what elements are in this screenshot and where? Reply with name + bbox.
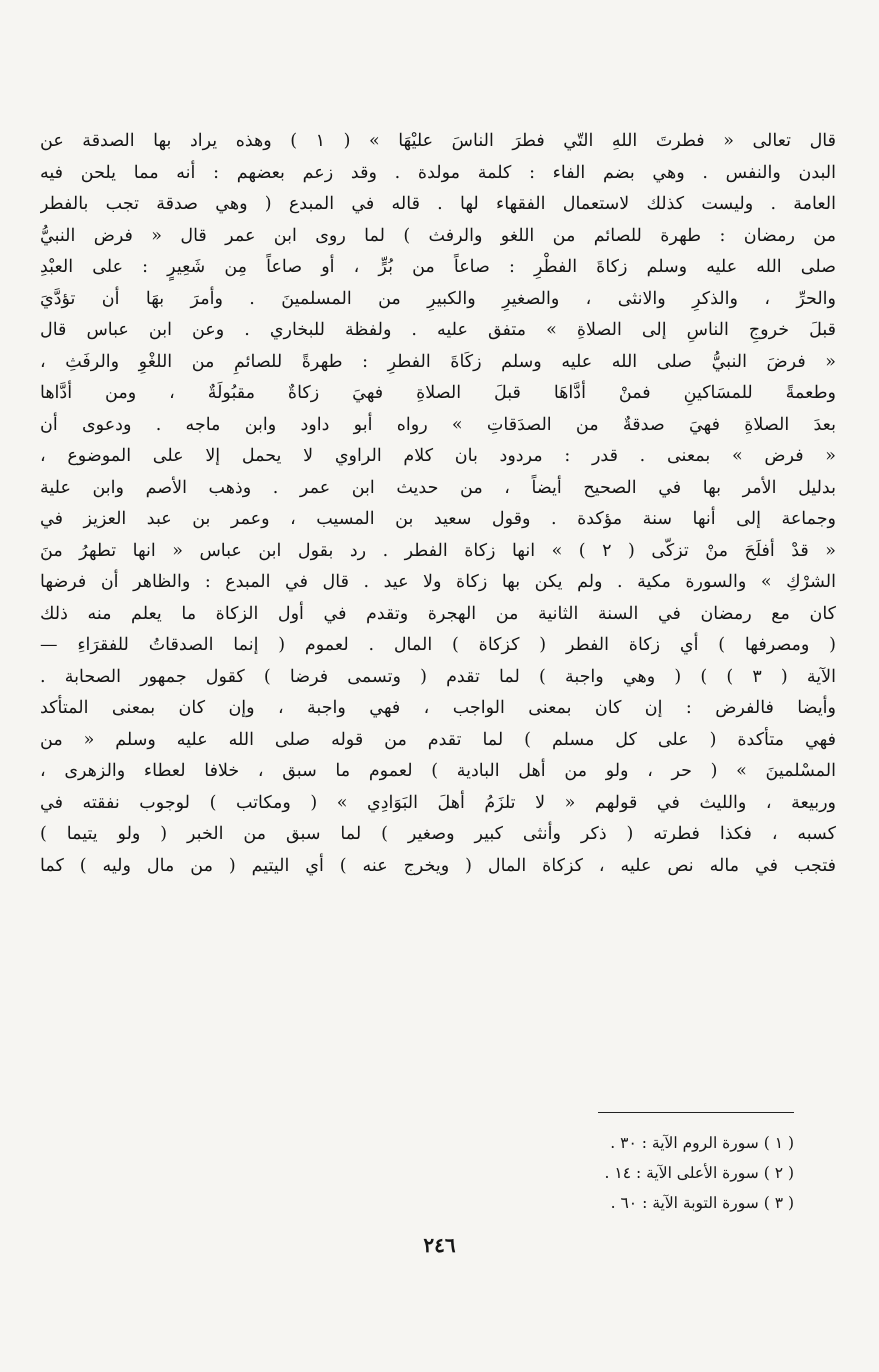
text-line: الآية ( ٣ ) ) ( وهي واجبة ) لما تقدم ( وتسمى فرضا ) كقول جمهور الصحابة . [40,666,836,687]
footnotes [440,1128,794,1218]
text-line: وجماعة إلى أنها سنة مؤكدة . وقول سعيد بن المسيب ، وعمر بن عبد العزيز في [40,509,836,529]
text-line: بعدَ الصلاةِ فهيَ صدقةٌ من الصدَقاتِ » رواه أبو داود وابن ماجه . ودعوى أن [40,414,836,435]
footnote-separator [598,1112,794,1113]
text-line: وربيعة ، والليث في قولهم « لا تلزَمُ أهلَ البَوَادِي » ( ومكاتب ) لوجوب نفقته في [40,792,836,813]
text-line: من رمضان : طهرة للصائم من اللغو والرفث ) لما روى ابن عمر قال « فرض النبيُّ [40,225,836,246]
text-line: فتجب في ماله نص عليه ، كزكاة المال ( ويخرج عنه ) أي اليتيم ( من مال وليه ) كما [40,855,836,876]
text-line: بدليل الأمر بها في الصحيح أيضاً ، من حديث ابن عمر . وذهب الأصم وابن علية [40,477,836,498]
page-number: ٢٤٦ [423,1233,456,1257]
footnote: ( ٢ ) سورة الأعلى الآية : ١٤ . [604,1164,794,1182]
text-line: العامة . وليست كذلك لاستعمال الفقهاء لها . قاله في المبدع ( وهي صدقة تجب بالفطر [40,194,836,214]
text-line: كان مع رمضان في السنة الثانية من الهجرة وتقدم في أول الزكاة ما يعلم منه ذلك [40,603,836,624]
text-line: « فرض » بمعنى . قدر : مردود بان كلام الراوي لا يحمل إلا على الموضوع ، [40,446,836,466]
text-line: كسبه ، فكذا فطرته ( ذكر وأنثى كبير وصغير ) لما سبق من الخبر ( ولو يتيما ) [40,824,836,844]
text-line: المسْلمينَ » ( حر ، ولو من أهل البادية ) لعموم ما سبق ، خلافا لعطاء والزهرى ، [40,761,836,781]
text-line: « قدْ أفلَحَ منْ تزكّى ( ٢ ) » انها زكاة الفطر . رد بقول ابن عباس « انها تطهرُ منَ [40,540,836,561]
main-text [40,126,836,882]
footnote: ( ٣ ) سورة التوبة الآية : ٦٠ . [610,1194,794,1212]
text-line: والحرِّ ، والذكرِ والانثى ، والصغيرِ والكبيرِ من المسلمينَ . وأمرَ بهَا أن تؤدَّيَ [40,288,836,309]
text-line: قال تعالى « فطرتَ اللهِ التّي فطرَ الناسَ عليْهَا » ( ١ ) وهذه يراد بها الصدقة عن [40,131,836,151]
text-line: صلى الله عليه وسلم زكاةَ الفطْرِ : صاعاً من بُرٍّ ، أو صاعاً مِن شَعِيرٍ : على العبْدِ [40,257,836,277]
text-line: وأيضا فالفرض : إن كان بمعنى الواجب ، فهي واجبة ، وإن كان بمعنى المتأكد [40,698,836,718]
footnote: ( ١ ) سورة الروم الآية : ٣٠ . [610,1134,794,1152]
text-line: وطعمةً للمسَاكينِ فمنْ أدَّاهَا قبلَ الصلاةِ فهيَ زكاةٌ مقبُولَةٌ ، ومن أدَّاها [40,383,836,403]
text-line: البدن والنفس . وهي بضم الفاء : كلمة مولدة . وقد زعم بعضهم : أنه مما يلحن فيه [40,162,836,183]
text-line: « فرضَ النبيُّ صلى الله عليه وسلم زكَاةَ الفطرِ : طهرةً للصائمِ من اللغْوِ والرفَثِ ، [40,351,836,372]
text-line: ( ومصرفها ) أي زكاة الفطر ( كزكاة ) المال . لعموم ( إنما الصدقاتُ للفقرَاءِ — [40,635,836,655]
text-line: الشرْكِ » والسورة مكية . ولم يكن بها زكاة ولا عيد . قال في المبدع : والظاهر أن فرضها [40,572,836,592]
text-line: فهي متأكدة ( على كل مسلم ) لما تقدم من قوله صلى الله عليه وسلم « من [40,729,836,750]
text-line: قبلَ خروجِ الناسِ إلى الصلاةِ » متفق عليه . ولفظة للبخاري . وعن ابن عباس قال [40,320,836,340]
